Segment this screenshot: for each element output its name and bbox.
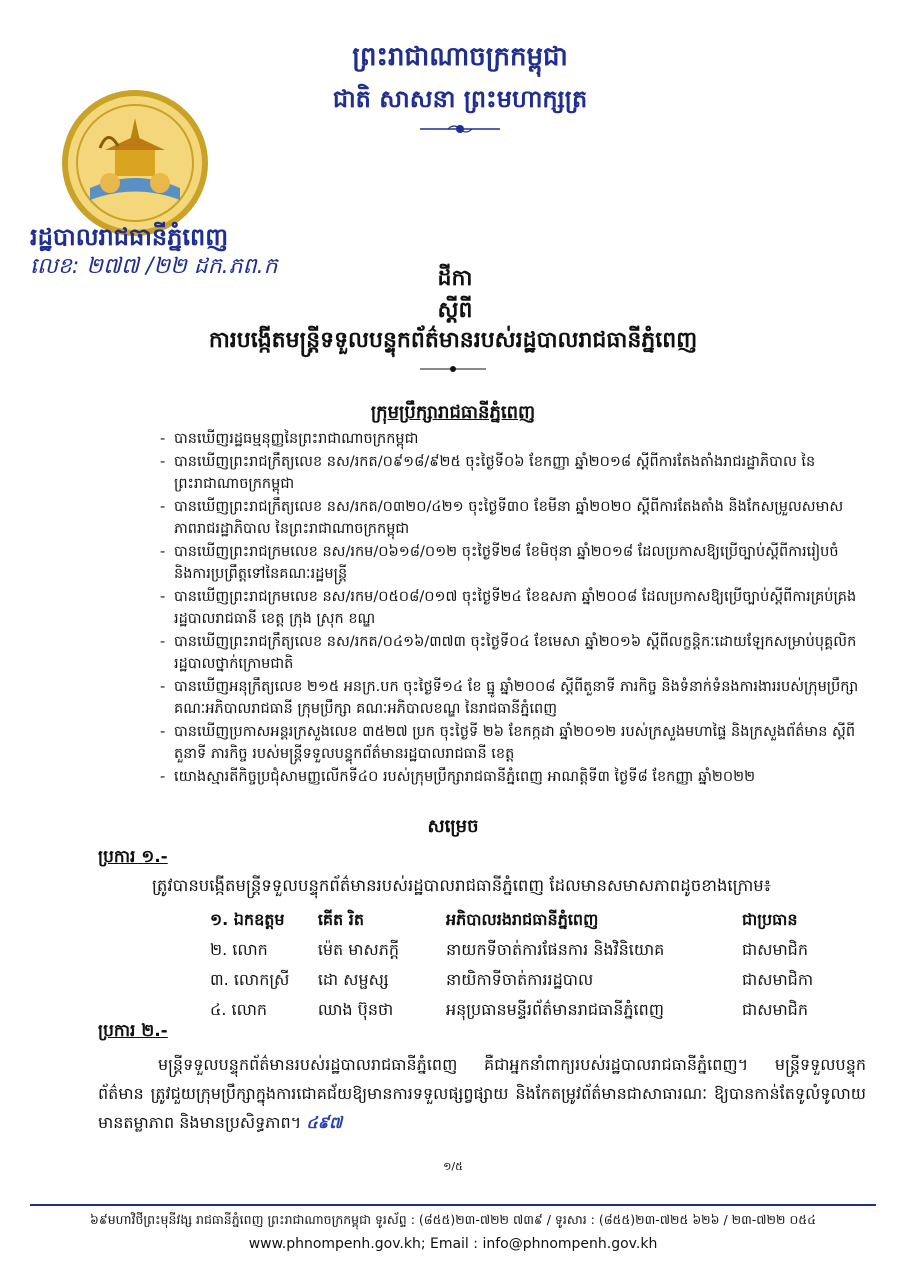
article-2-body [98, 1050, 866, 1137]
list-item: - យោងស្មារតីកិច្ចប្រជុំសាមញ្ញលើកទី៤០ របស់ក្រុមប្រឹក្សារាជធានីភ្នំពេញ អាណត្តិទី៣ ថ្ងៃទី៨ ខែកញ្ញា ឆ្នាំ២០២២ [160, 766, 860, 789]
list-item: - បានឃើញព្រះរាជក្រឹត្យលេខ នស/រកត/០៩១៨/៩២៥ ចុះថ្ងៃទី០៦ ខែកញ្ញា ឆ្នាំ២០១៨ ស្តីពីការតែងតាំងរាជរដ្ឋាភិបាល នៃព្រះរាជាណាចក្រកម្ពុជា [160, 451, 860, 496]
member-role: ជាសមាជិក [741, 940, 808, 959]
article-1-label: ប្រការ ១.- [98, 847, 168, 867]
footer-divider [30, 1204, 876, 1206]
member-position: នាយកទីចាត់ការផែនការ និងវិនិយោគ [445, 940, 665, 959]
table-row [210, 996, 860, 1026]
member-name: ឈាង ប៊ុនថា [317, 1000, 394, 1019]
decision-heading: សម្រេច [427, 816, 479, 837]
list-item: - បានឃើញព្រះរាជក្រមលេខ នស/រកម/០៥០៨/០១៧ ចុះថ្ងៃទី២៤ ខែឧសភា ឆ្នាំ២០០៨ ដែលប្រកាសឱ្យប្រើច្បាប់ស្តីពីការគ្រប់គ្រងរដ្ឋបាលរាជធានី ខេត្ត ក្រុង ស្រុក ខណ្ឌ [160, 586, 860, 631]
list-item: - បានឃើញប្រកាសអន្តរក្រសួងលេខ ៣៥២៧ ប្រក ចុះថ្ងៃទី ២៦ ខែកក្កដា ឆ្នាំ២០១២ របស់ក្រសួងមហាផ្ទៃ និងក្រសួងព័ត៌មាន ស្តីពីតួនាទី ភារកិច្ច របស់មន្ត្រីទទួលបន្ទុកព័ត៌មានរដ្ឋបាលរាជធានី ខេត្ត [160, 721, 860, 766]
national-motto: ជាតិ សាសនា ព្រះមហាក្សត្រ [332, 85, 588, 113]
list-item: - បានឃើញព្រះរាជក្រឹត្យលេខ នស/រកត/០៤១៦/៣៧៣ ចុះថ្ងៃទី០៤ ខែមេសា ឆ្នាំ២០១៦ ស្តីពីលក្ខន្តិកៈដោយឡែកសម្រាប់បុគ្គលិករដ្ឋបាលថ្នាក់ក្រោមជាតិ [160, 631, 860, 676]
member-name: ដោ សម្ផស្ស [317, 970, 389, 989]
handwritten-initials: ៤៩៧ [306, 1113, 343, 1132]
table-row [210, 906, 860, 936]
member-position: អនុប្រធានមន្ទីរព័ត៌មានរាជធានីភ្នំពេញ [445, 1000, 665, 1019]
footer-address: ៦៩មហាវិថីព្រះមុនីវង្ស រាជធានីភ្នំពេញ ព្រះរាជាណាចក្រកម្ពុជា ទូរស័ព្ទ : (៨៥៥)២៣-៧២២ ៧៣៩ / ទូរសារ : (៨៥៥)២៣-៧២៥ ៦២៦ / ២៣-៧២២ ០៥៤ [90, 1212, 816, 1227]
phnom-penh-seal-icon [60, 88, 210, 238]
article-2-text: មន្ត្រីទទួលបន្ទុកព័ត៌មានរបស់រដ្ឋបាលរាជធានីភ្នំពេញ គឺជាអ្នកនាំពាក្យរបស់រដ្ឋបាលរាជធានីភ្នំពេញ។ មន្ត្រីទទួលបន្ទុកព័ត៌មាន ត្រូវជួយក្រុមប្រឹក្សាក្នុងការជោគជ័យឱ្យមានការទទួលផ្សព្វផ្សាយ និងកែតម្រូវព័ត៌មានជាសាធារណៈ ឱ្យបានកាន់តែទូលំទូលាយ មានតម្លាភាព និងមានប្រសិទ្ធភាព។ [98, 1055, 866, 1132]
member-position: នាយិកាទីចាត់ការរដ្ឋបាល [445, 970, 594, 989]
reference-number: លេខ: ២៧៧ /២២ ដក.ភព.ក [30, 254, 278, 279]
list-item: - បានឃើញព្រះរាជក្រឹត្យលេខ នស/រកត/០៣២០/៤២១ ចុះថ្ងៃទី៣០ ខែមីនា ឆ្នាំ២០២០ ស្តីពីការតែងតាំង និងកែសម្រួលសមាសភាពរាជរដ្ឋាភិបាល នៃព្រះរាជាណាចក្រកម្ពុជា [160, 496, 860, 541]
list-item: - បានឃើញអនុក្រឹត្យលេខ ២១៥ អនក្រ.បក ចុះថ្ងៃទី១៤ ខែ ធ្នូ ឆ្នាំ២០០៨ ស្តីពីតួនាទី ភារកិច្ច និងទំនាក់ទំនងការងាររបស់ក្រុមប្រឹក្សា គណៈអភិបាលរាជធានី ក្រុមប្រឹក្សា គណៈអភិបាលខណ្ឌ នៃរាជធានីភ្នំពេញ [160, 676, 860, 721]
member-role: ជាប្រធាន [741, 910, 798, 929]
council-name: ក្រុមប្រឹក្សារាជធានីភ្នំពេញ [370, 402, 536, 423]
document-type: ដីកា [437, 266, 473, 291]
list-item: - បានឃើញរដ្ឋធម្មនុញ្ញនៃព្រះរាជាណាចក្រកម្ពុជា [160, 428, 860, 451]
members-table [210, 906, 860, 1026]
member-number: ២. លោក [210, 940, 268, 959]
member-number: ៣. លោកស្រី [210, 970, 290, 989]
member-number: ៤. លោក [210, 1000, 268, 1019]
document-title: ការបង្កើតមន្ត្រីទទួលបន្ទុកព័ត៌មានរបស់រដ្ឋបាលរាជធានីភ្នំពេញ [208, 328, 698, 353]
title-separator [420, 364, 486, 374]
kingdom-heading: ព្រះរាជាណាចក្រកម្ពុជា [352, 42, 568, 72]
article-1-text: ត្រូវបានបង្កើតមន្ត្រីទទួលបន្ទុកព័ត៌មានរបស់រដ្ឋបាលរាជធានីភ្នំពេញ ដែលមានសមាសភាពដូចខាងក្រោម៖ [152, 876, 771, 895]
page-number: ១/៥ [443, 1160, 463, 1173]
header-ornament [420, 122, 500, 136]
member-role: ជាសមាជិកា [741, 970, 814, 989]
member-number: ១. ឯកឧត្តម [210, 910, 285, 929]
article-2-label: ប្រការ ២.- [98, 1021, 168, 1041]
footer-contact: www.phnompenh.gov.kh; Email : info@phnompenh.gov.kh [248, 1236, 658, 1252]
table-row [210, 936, 860, 966]
list-item: - បានឃើញព្រះរាជក្រមលេខ នស/រកម/០៦១៨/០១២ ចុះថ្ងៃទី២៨ ខែមិថុនា ឆ្នាំ២០១៨ ដែលប្រកាសឱ្យប្រើច្បាប់ស្តីពីការរៀបចំ និងការប្រព្រឹត្តទៅនៃគណៈរដ្ឋមន្ត្រី [160, 541, 860, 586]
member-name: គើត រិត [317, 910, 365, 929]
document-subject-prefix: ស្តីពី [437, 298, 473, 323]
member-role: ជាសមាជិក [741, 1000, 808, 1019]
administration-name: រដ្ឋបាលរាជធានីភ្នំពេញ [30, 223, 229, 251]
member-name: ម៉េត មាសភក្តី [317, 940, 400, 959]
member-position: អភិបាលរងរាជធានីភ្នំពេញ [445, 910, 599, 929]
table-row [210, 966, 860, 996]
visa-list [160, 428, 860, 788]
